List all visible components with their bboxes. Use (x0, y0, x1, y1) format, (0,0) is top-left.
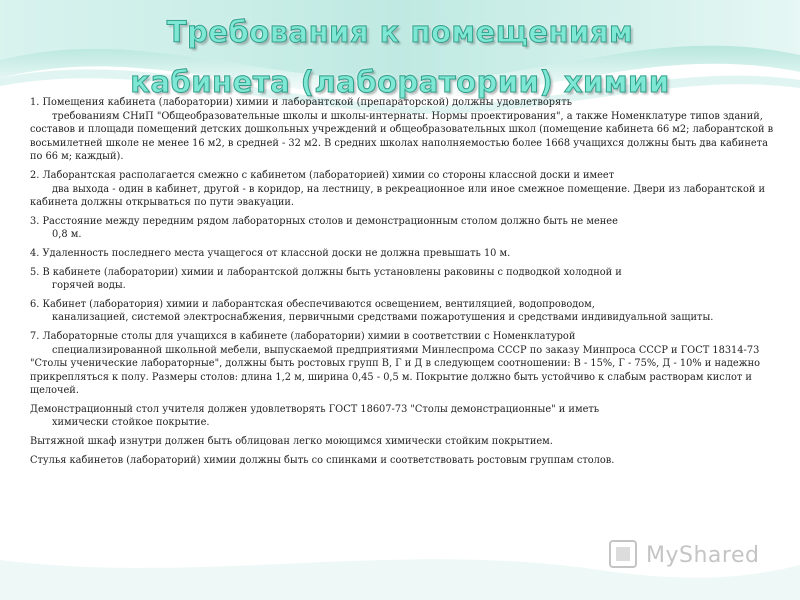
paragraph-first-line: 3. Расстояние между передним рядом лабораторных столов и демонстрационным столом должно быть не менее (30, 215, 618, 227)
paragraph-2 (30, 169, 775, 210)
paragraph-first-line: Демонстрационный стол учителя должен удовлетворять ГОСТ 18607-73 "Столы демонстрационные" и иметь (30, 403, 600, 415)
paragraph-first-line: 7. Лабораторные столы для учащихся в кабинете (лаборатории) химии в соответствии с Номенклатурой (30, 330, 576, 342)
paragraph-continuation: специализированной школьной мебели, выпускаемой предприятиями Минлеспрома СССР по заказу Минпроса СССР и ГОСТ 18314-73 "Столы ученические лабораторные", должны быть ростовых групп В, Г и Д в следующем соотношении: В - 15%, Г - 75%, Д - 10% и надежно прикрепляться к полу. Размеры столов: длина 1,2 м, ширина 0,45 - 0,5 м. Покрытие должно быть устойчиво к слабым растворам кислот и щелочей. (30, 344, 761, 397)
paragraph-first-line: Вытяжной шкаф изнутри должен быть облицован легко моющимся химически стойким покрытием. (30, 436, 553, 448)
paragraph-continuation: канализацией, системой электроснабжения, первичными средствами пожаротушения и средствами индивидуальной защиты. (52, 312, 714, 324)
paragraph-4 (30, 247, 775, 261)
slide-title-line-2: кабинета (лаборатории) химии (130, 65, 670, 99)
paragraph-first-line: 6. Кабинет (лаборатория) химии и лаборантская обеспечиваются освещением, вентиляцией, водопроводом, (30, 298, 595, 310)
paragraph-6 (30, 298, 775, 325)
paragraph-first-line: 1. Помещения кабинета (лаборатории) химии и лаборантской (препараторской) должны удовлетворять (30, 97, 572, 108)
logo-text: MyShared (646, 542, 760, 568)
paragraph-7 (30, 330, 775, 398)
myshared-logo (608, 538, 768, 572)
paragraph-5 (30, 266, 775, 293)
paragraph-10 (30, 454, 775, 468)
paragraph-continuation: 0,8 м. (52, 229, 82, 241)
paragraph-1 (30, 96, 775, 164)
paragraph-first-line: 2. Лаборантская располагается смежно с кабинетом (лабораторией) химии со стороны классной доски и имеет (30, 169, 615, 181)
paragraph-first-line: 5. В кабинете (лаборатории) химии и лаборантской должны быть установлены раковины с подводкой холодной и (30, 266, 622, 278)
logo-mark-icon (608, 538, 642, 572)
paragraph-3 (30, 215, 775, 242)
paragraph-8 (30, 403, 775, 430)
requirements-list (30, 96, 775, 472)
paragraph-9 (30, 435, 775, 449)
slide-title-line-1: Требования к помещениям (166, 15, 634, 49)
paragraph-continuation: требованиям СНиП "Общеобразовательные школы и школы-интернаты. Нормы проектирования", а также Номенклатуре типов зданий, составов и площади помещений детских дошкольных учреждений и общеобразовательных школ (помещение кабинета 66 м2; лаборантской в восьмилетней школе не менее 16 м2, в средней - 32 м2. В средних школах наполняемостью более 1668 учащихся должны быть два кабинета по 66 м; каждый). (30, 110, 774, 163)
paragraph-first-line: Стулья кабинетов (лабораторий) химии должны быть со спинками и соответствовать ростовым группам столов. (30, 454, 615, 466)
paragraph-first-line: 4. Удаленность последнего места учащегося от классной доски не должна превышать 10 м. (30, 247, 511, 259)
paragraph-continuation: горячей воды. (52, 280, 126, 292)
paragraph-continuation: два выхода - один в кабинет, другой - в коридор, на лестницу, в рекреационное или иное смежное помещение. Двери из лаборантской и кабинета должны открываться по пути эвакуации. (30, 183, 766, 209)
paragraph-continuation: химически стойкое покрытие. (52, 417, 210, 429)
